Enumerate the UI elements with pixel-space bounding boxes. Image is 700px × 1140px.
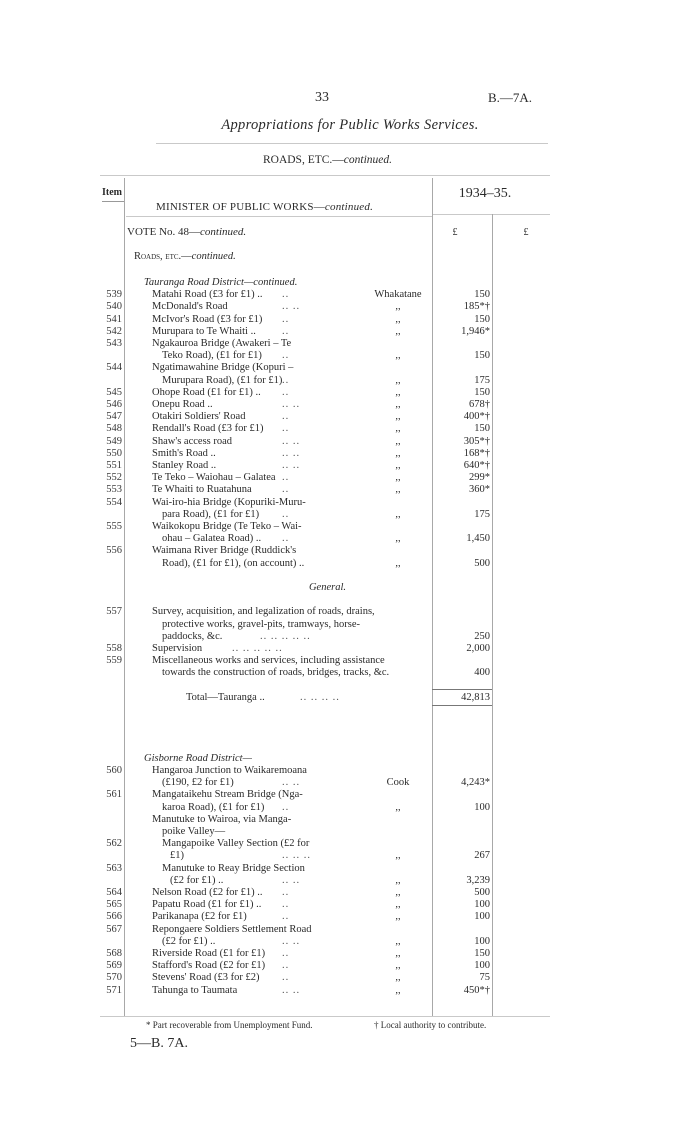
- dot-leader: .. ..: [282, 448, 301, 459]
- section-title-continued: continued.: [343, 154, 393, 166]
- item-description: Murupara to Te Whaiti ..: [152, 326, 256, 337]
- electoral-district: ,,: [395, 972, 401, 983]
- year-column-header: 1934–35.: [458, 186, 512, 201]
- dot-leader: .. ..: [282, 936, 301, 947]
- document-reference: B.—7A.: [488, 90, 533, 105]
- minister-heading-main: MINISTER OF PUBLIC WORKS—: [156, 201, 325, 213]
- amount-value: 100: [474, 960, 490, 971]
- table-row: [0, 411, 700, 423]
- currency-label-1: £: [452, 227, 458, 238]
- table-row: [0, 521, 700, 533]
- dot-leader: ..: [282, 887, 290, 898]
- amount-value: 100: [474, 936, 490, 947]
- vote-heading: [127, 226, 246, 238]
- item-description: Matahi Road (£3 for £1) ..: [152, 289, 263, 300]
- item-number: 539: [106, 289, 122, 300]
- table-row: [0, 680, 700, 692]
- electoral-district: ,,: [395, 911, 401, 922]
- item-description: Onepu Road ..: [152, 399, 213, 410]
- amount-value: 299*: [469, 472, 490, 483]
- item-number: 570: [106, 972, 122, 983]
- amount-value: 168*†: [463, 448, 490, 459]
- roads-subheading-continued: continued.: [191, 251, 236, 262]
- item-number: 548: [106, 423, 122, 434]
- electoral-district: ,,: [395, 472, 401, 483]
- item-description: Wai-iro-hia Bridge (Kopuriki-Muru-: [152, 497, 306, 508]
- roads-subheading: [134, 251, 236, 262]
- dot-leader: ..: [282, 802, 290, 813]
- table-row: [0, 948, 700, 960]
- minister-heading-continued: continued.: [324, 201, 374, 213]
- electoral-district: ,,: [395, 423, 401, 434]
- year-header-rule: [432, 214, 550, 215]
- electoral-district: ,,: [395, 301, 401, 312]
- table-bottom-rule: [100, 1016, 550, 1017]
- electoral-district: ,,: [395, 850, 401, 861]
- item-description: Waikokopu Bridge (Te Teko – Wai-: [152, 521, 302, 532]
- vote-heading-continued: continued.: [200, 226, 247, 238]
- table-row: [0, 924, 700, 936]
- item-number: 569: [106, 960, 122, 971]
- amount-value: 175: [474, 375, 490, 386]
- electoral-district: ,,: [395, 509, 401, 520]
- amount-value: 42,813: [461, 692, 490, 703]
- amount-value: 360*: [469, 484, 490, 495]
- amount-value: 100: [474, 899, 490, 910]
- dot-leader: .. ..: [282, 399, 301, 410]
- table-row: [0, 460, 700, 472]
- item-description: Stanley Road ..: [152, 460, 217, 471]
- section-title: [0, 154, 655, 166]
- item-number: 554: [106, 497, 122, 508]
- amount-value: 500: [474, 887, 490, 898]
- table-row: [0, 314, 700, 326]
- table-row: [0, 972, 700, 984]
- item-description: Waimana River Bridge (Ruddick's: [152, 545, 297, 556]
- electoral-district: ,,: [395, 985, 401, 996]
- item-description: Shaw's access road: [152, 436, 233, 447]
- table-row: [0, 789, 700, 801]
- amount-value: 100: [474, 911, 490, 922]
- dot-leader: .. ..: [282, 301, 301, 312]
- dot-leader: ..: [282, 423, 290, 434]
- dot-leader: ..: [282, 314, 290, 325]
- district-heading-row: [0, 277, 700, 289]
- table-row: [0, 838, 700, 850]
- table-row: [0, 765, 700, 777]
- item-description: McDonald's Road: [152, 301, 228, 312]
- item-description: McIvor's Road (£3 for £1): [152, 314, 263, 325]
- table-row: [0, 777, 700, 789]
- table-row: [0, 509, 700, 521]
- item-description: Repongaere Soldiers Settlement Road: [152, 924, 312, 935]
- electoral-district: ,,: [395, 460, 401, 471]
- total-rule-top: [432, 689, 492, 690]
- electoral-district: ,,: [395, 533, 401, 544]
- table-row: [0, 533, 700, 545]
- electoral-district: Cook: [386, 777, 410, 788]
- dot-leader: .. .. .. .. ..: [260, 631, 311, 642]
- dot-leader: ..: [282, 472, 290, 483]
- item-description: Stafford's Road (£2 for £1): [152, 960, 266, 971]
- item-number: 540: [106, 301, 122, 312]
- table-row: [0, 802, 700, 814]
- table-row: [0, 436, 700, 448]
- table-row: [0, 289, 700, 301]
- item-description: Otakiri Soldiers' Road: [152, 411, 246, 422]
- amount-value: 150: [474, 387, 490, 398]
- electoral-district: ,,: [395, 399, 401, 410]
- item-description: Parikanapa (£2 for £1): [152, 911, 247, 922]
- amount-value: 250: [474, 631, 490, 642]
- item-description: paddocks, &c.: [162, 631, 223, 642]
- table-row: [0, 594, 700, 606]
- table-row: [0, 497, 700, 509]
- table-row: [0, 472, 700, 484]
- item-description: Tauranga Road District—continued.: [144, 277, 298, 288]
- item-description: £1): [170, 850, 184, 861]
- dot-leader: .. ..: [282, 777, 301, 788]
- item-description: para Road), (£1 for £1): [162, 509, 260, 520]
- table-row: [0, 655, 700, 667]
- electoral-district: ,,: [395, 899, 401, 910]
- table-row: [0, 826, 700, 838]
- footnote-star: * Part recoverable from Unemployment Fund.: [146, 1020, 313, 1030]
- dot-leader: ..: [282, 960, 290, 971]
- amount-value: 267: [474, 850, 490, 861]
- dot-leader: ..: [282, 484, 290, 495]
- amount-value: 175: [474, 509, 490, 520]
- item-description: Supervision: [152, 643, 203, 654]
- table-row: [0, 558, 700, 570]
- item-description: Smith's Road ..: [152, 448, 216, 459]
- item-description: Mangapoike Valley Section (£2 for: [162, 838, 310, 849]
- amount-value: 2,000: [466, 643, 490, 654]
- item-description: Manutuke to Reay Bridge Section: [162, 863, 305, 874]
- table-row: [0, 301, 700, 313]
- vote-heading-main: VOTE No. 48—: [127, 226, 201, 238]
- item-number: 549: [106, 436, 122, 447]
- minister-rule: [126, 216, 432, 217]
- item-description: (£190, £2 for £1): [162, 777, 234, 788]
- table-row: [0, 387, 700, 399]
- electoral-district: ,,: [395, 960, 401, 971]
- item-number: 555: [106, 521, 122, 532]
- table-row: [0, 716, 700, 728]
- item-description: (£2 for £1) ..: [170, 875, 224, 886]
- item-description: General.: [308, 582, 347, 593]
- table-row: [0, 399, 700, 411]
- dot-leader: ..: [282, 509, 290, 520]
- page-title: Appropriations for Public Works Services.: [221, 117, 479, 133]
- table-row: [0, 741, 700, 753]
- dot-leader: .. .. .. ..: [300, 692, 340, 703]
- item-description: Rendall's Road (£3 for £1): [152, 423, 264, 434]
- table-row: [0, 375, 700, 387]
- item-number: 561: [106, 789, 122, 800]
- dot-leader: ..: [282, 350, 290, 361]
- item-description: ohau – Galatea Road) ..: [162, 533, 262, 544]
- dot-leader: ..: [282, 948, 290, 959]
- item-number: 550: [106, 448, 122, 459]
- item-column-header: Item: [102, 187, 122, 198]
- amount-value: 185*†: [463, 301, 490, 312]
- electoral-district: ,,: [395, 350, 401, 361]
- dot-leader: ..: [282, 911, 290, 922]
- amount-value: 150: [474, 423, 490, 434]
- dot-leader: ..: [282, 533, 290, 544]
- table-row: [0, 631, 700, 643]
- table-row: [0, 863, 700, 875]
- table-row: [0, 619, 700, 631]
- item-description: karoa Road), (£1 for £1): [162, 802, 265, 813]
- table-row: [0, 326, 700, 338]
- item-number: 556: [106, 545, 122, 556]
- item-description: Ngakauroa Bridge (Awakeri – Te: [152, 338, 292, 349]
- minister-heading: [156, 201, 373, 213]
- table-row: [0, 338, 700, 350]
- table-row: [0, 875, 700, 887]
- electoral-district: ,,: [395, 887, 401, 898]
- electoral-district: ,,: [395, 411, 401, 422]
- electoral-district: ,,: [395, 375, 401, 386]
- electoral-district: ,,: [395, 875, 401, 886]
- item-number: 565: [106, 899, 122, 910]
- table-row: [0, 570, 700, 582]
- item-description: Mangataikehu Stream Bridge (Nga-: [152, 789, 303, 800]
- electoral-district: ,,: [395, 484, 401, 495]
- item-description: Survey, acquisition, and legalization of roads, drains,: [152, 606, 375, 617]
- item-description: Ohope Road (£1 for £1) ..: [152, 387, 261, 398]
- amount-value: 4,243*: [461, 777, 490, 788]
- item-description: Total—Tauranga ..: [186, 692, 265, 703]
- amount-value: 75: [479, 972, 490, 983]
- item-description: Ngatimawahine Bridge (Kopuri –: [152, 362, 294, 373]
- table-row: [0, 362, 700, 374]
- title-rule: [156, 143, 548, 144]
- item-number: 552: [106, 472, 122, 483]
- item-number: 547: [106, 411, 122, 422]
- electoral-district: ,,: [395, 948, 401, 959]
- item-description: Papatu Road (£1 for £1) ..: [152, 899, 262, 910]
- dot-leader: .. ..: [282, 460, 301, 471]
- table-row: [0, 899, 700, 911]
- electoral-district: ,,: [395, 326, 401, 337]
- table-row: [0, 643, 700, 655]
- amount-value: 450*†: [463, 985, 490, 996]
- footer-reference: 5—B. 7A.: [130, 1036, 188, 1051]
- item-description: Teko Road), (£1 for £1): [162, 350, 262, 361]
- table-row: [0, 350, 700, 362]
- amount-value: 640*†: [463, 460, 490, 471]
- item-number: 568: [106, 948, 122, 959]
- section-title-main: ROADS, ETC.—: [262, 154, 344, 166]
- electoral-district: ,,: [395, 558, 401, 569]
- item-description: Gisborne Road District—: [144, 753, 252, 764]
- table-row: [0, 985, 700, 997]
- item-header-underline: [102, 201, 124, 202]
- item-description: Nelson Road (£2 for £1) ..: [152, 887, 263, 898]
- electoral-district: ,,: [395, 448, 401, 459]
- electoral-district: ,,: [395, 387, 401, 398]
- table-row: [0, 423, 700, 435]
- electoral-district: ,,: [395, 436, 401, 447]
- item-number: 551: [106, 460, 122, 471]
- item-description: Te Whaiti to Ruatahuna: [152, 484, 252, 495]
- table-row: [0, 545, 700, 557]
- item-number: 542: [106, 326, 122, 337]
- subsection-heading-row: [0, 582, 700, 594]
- table-row: [0, 484, 700, 496]
- amount-value: 400: [474, 667, 490, 678]
- electoral-district: ,,: [395, 936, 401, 947]
- item-description: Murupara Road), (£1 for £1): [162, 375, 283, 386]
- table-row: [0, 814, 700, 826]
- item-description: Stevens' Road (£3 for £2): [152, 972, 260, 983]
- item-number: 562: [106, 838, 122, 849]
- dot-leader: ..: [282, 899, 290, 910]
- item-description: towards the construction of roads, bridges, tracks, &c.: [162, 667, 390, 678]
- total-rule-bottom: [432, 705, 492, 706]
- item-description: Riverside Road (£1 for £1): [152, 948, 266, 959]
- amount-value: 1,946*: [461, 326, 490, 337]
- amount-value: 150: [474, 289, 490, 300]
- dot-leader: .. ..: [282, 436, 301, 447]
- item-number: 566: [106, 911, 122, 922]
- item-description: Road), (£1 for £1), (on account) ..: [162, 558, 305, 569]
- dot-leader: ..: [282, 972, 290, 983]
- item-description: Tahunga to Taumata: [152, 985, 238, 996]
- table-row: [0, 887, 700, 899]
- dot-leader: ..: [282, 411, 290, 422]
- table-row: [0, 911, 700, 923]
- item-number: 544: [106, 362, 122, 373]
- amount-value: 100: [474, 802, 490, 813]
- item-number: 560: [106, 765, 122, 776]
- item-number: 541: [106, 314, 122, 325]
- electoral-district: ,,: [395, 802, 401, 813]
- electoral-district: Whakatane: [374, 289, 422, 300]
- table-row: [0, 728, 700, 740]
- dot-leader: ..: [282, 375, 290, 386]
- table-row: [0, 850, 700, 862]
- table-row: [0, 606, 700, 618]
- amount-value: 150: [474, 350, 490, 361]
- dot-leader: ..: [282, 289, 290, 300]
- item-number: 564: [106, 887, 122, 898]
- table-row: [0, 448, 700, 460]
- item-description: Manutuke to Wairoa, via Manga-: [152, 814, 292, 825]
- item-number: 563: [106, 863, 122, 874]
- item-description: poike Valley—: [162, 826, 226, 837]
- item-number: 543: [106, 338, 122, 349]
- item-number: 558: [106, 643, 122, 654]
- table-row: [0, 704, 700, 716]
- page-number: 33: [315, 90, 329, 105]
- item-description: Te Teko – Waiohau – Galatea: [152, 472, 276, 483]
- item-number: 557: [106, 606, 122, 617]
- item-number: 559: [106, 655, 122, 666]
- dot-leader: .. ..: [282, 875, 301, 886]
- item-number: 546: [106, 399, 122, 410]
- item-description: protective works, gravel-pits, tramways, horse-: [162, 619, 360, 630]
- amount-value: 3,239: [466, 875, 490, 886]
- amount-value: 500: [474, 558, 490, 569]
- amount-value: 1,450: [466, 533, 490, 544]
- amount-value: 678†: [469, 399, 490, 410]
- table-top-rule: [100, 175, 550, 176]
- item-description: Miscellaneous works and services, including assistance: [152, 655, 385, 666]
- item-number: 553: [106, 484, 122, 495]
- dot-leader: .. ..: [282, 985, 301, 996]
- item-number: 571: [106, 985, 122, 996]
- dot-leader: ..: [282, 387, 290, 398]
- item-description: Hangaroa Junction to Waikaremoana: [152, 765, 307, 776]
- item-description: (£2 for £1) ..: [162, 936, 216, 947]
- amount-value: 400*†: [463, 411, 490, 422]
- footnote-dagger: † Local authority to contribute.: [374, 1020, 487, 1030]
- currency-label-2: £: [523, 227, 529, 238]
- dot-leader: .. .. .. .. ..: [232, 643, 283, 654]
- table-row: [0, 667, 700, 679]
- amount-value: 150: [474, 314, 490, 325]
- dot-leader: ..: [282, 326, 290, 337]
- amount-value: 150: [474, 948, 490, 959]
- item-number: 545: [106, 387, 122, 398]
- dot-leader: .. .. ..: [282, 850, 311, 861]
- district-heading-row: [0, 753, 700, 765]
- table-row: [0, 936, 700, 948]
- table-row: [0, 960, 700, 972]
- electoral-district: ,,: [395, 314, 401, 325]
- total-row: [0, 692, 700, 704]
- amount-value: 305*†: [463, 436, 490, 447]
- roads-subheading-main: Roads, etc.—: [134, 251, 192, 262]
- item-number: 567: [106, 924, 122, 935]
